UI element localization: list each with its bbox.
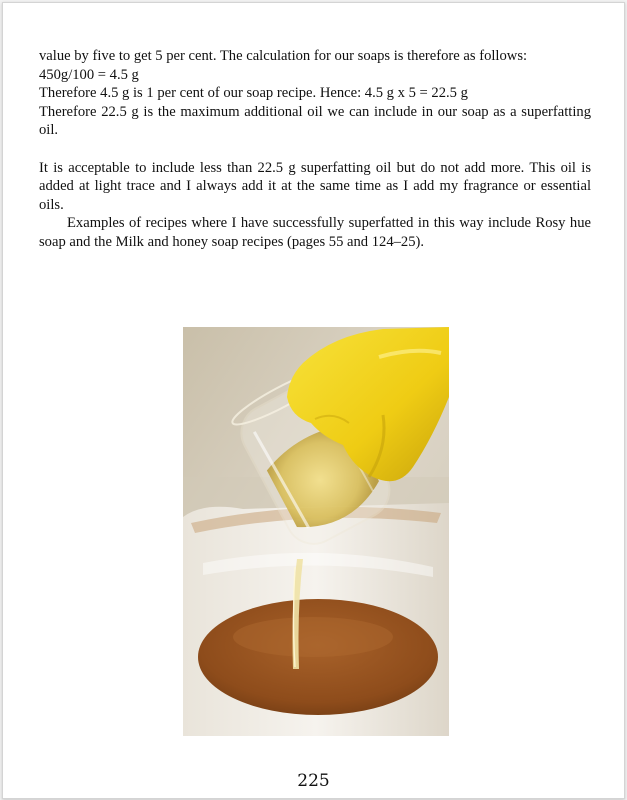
page-number: 225 (297, 771, 330, 791)
calc-maximum-line: Therefore 22.5 g is the maximum additional oil we can include in our soap as a superfatting oil. (39, 103, 591, 139)
calc-intro-line: value by five to get 5 per cent. The calculation for our soaps is therefore as follows: (39, 48, 528, 64)
superfat-paragraph: It is acceptable to include less than 22.5 g superfatting oil but do not add more. This oil is added at light trace and I always add it at the same time as I add my fragrance or essential oils. (39, 159, 591, 213)
body-text (39, 47, 591, 252)
oil-pouring-photo (183, 327, 449, 736)
paragraph-gap (39, 140, 591, 159)
document-page (2, 2, 625, 799)
calc-equation-line: 450g/100 = 4.5 g (39, 66, 139, 83)
calc-percent-line: Therefore 4.5 g is 1 per cent of our soap recipe. Hence: 4.5 g x 5 = 22.5 g (39, 85, 468, 102)
examples-paragraph: Examples of recipes where I have successfully superfatted in this way include Rosy hue soap and the Milk and honey soap recipes (pages 55 and 124–25). (39, 215, 591, 250)
